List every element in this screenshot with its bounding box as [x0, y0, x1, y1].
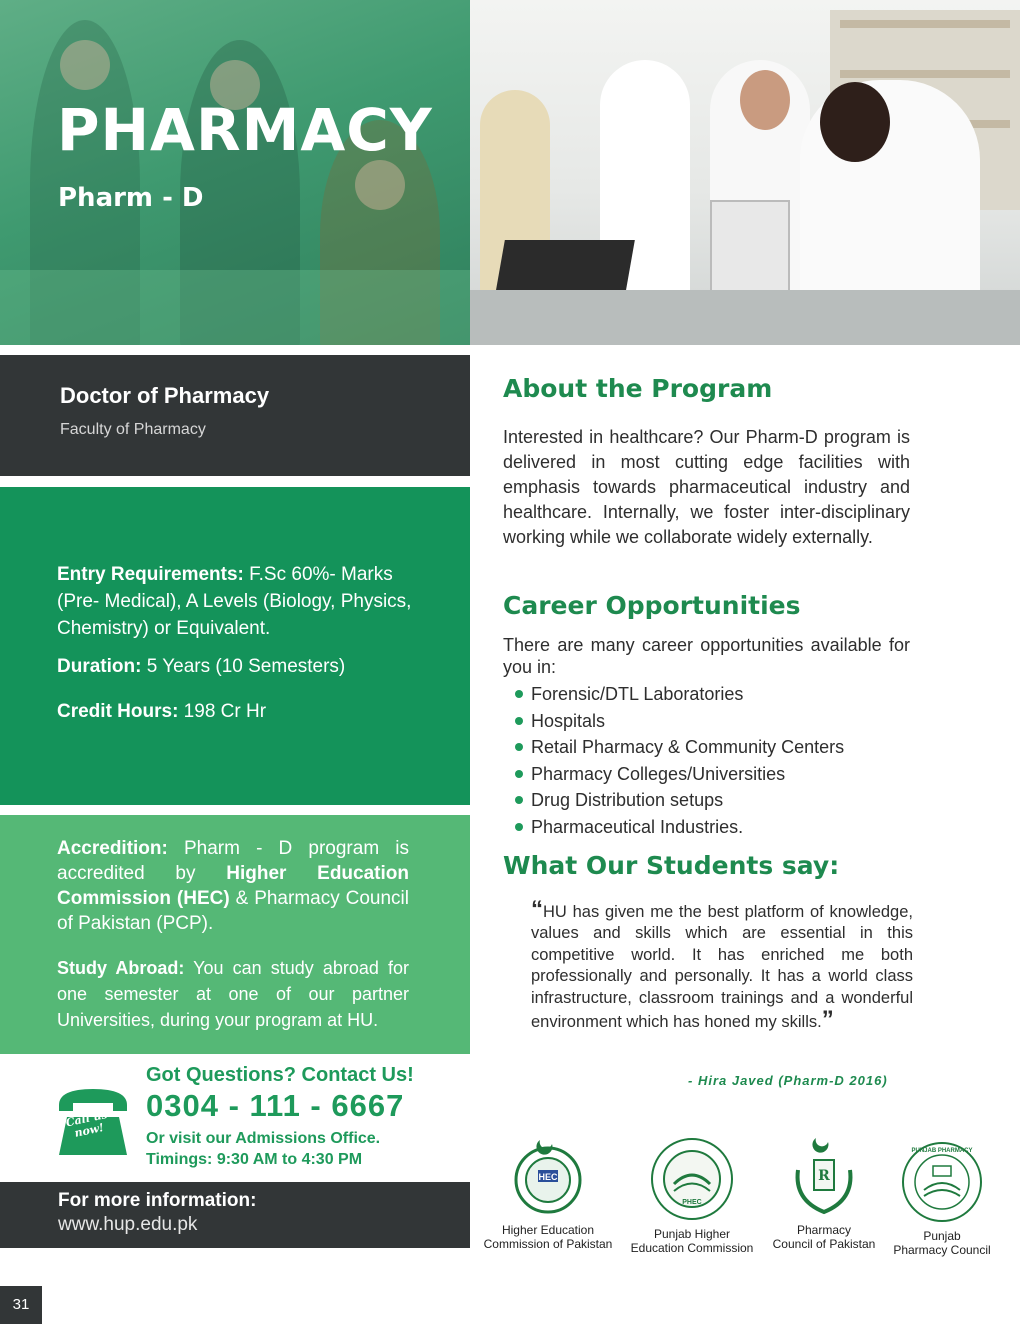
- study-abroad-label: Study Abroad:: [57, 958, 185, 978]
- phec-caption-line-2: Education Commission: [630, 1241, 754, 1255]
- credit-hours-label: Credit Hours:: [57, 701, 179, 722]
- pcp-logo: [766, 1130, 882, 1251]
- bullet-icon: [515, 717, 523, 725]
- pcp-caption-line-1: Pharmacy: [796, 1223, 852, 1237]
- contact-heading: Got Questions? Contact Us!: [146, 1064, 414, 1086]
- website-link[interactable]: www.hup.edu.pk: [58, 1214, 198, 1235]
- about-body: Interested in healthcare? Our Pharm-D program is delivered in most cutting edge facilities with emphasis towards pharmaceutical industry and healthcare. Internally, we foster inter-disciplinary working while we collaborate widely externally.: [503, 427, 910, 547]
- about-heading: About the Program: [503, 374, 773, 403]
- bullet-icon: [515, 743, 523, 751]
- list-item: [515, 814, 844, 841]
- list-item: [515, 787, 844, 814]
- program-name: Doctor of Pharmacy: [60, 383, 270, 408]
- ppc-caption-line-1: Punjab: [923, 1229, 961, 1243]
- bullet-icon: [515, 796, 523, 804]
- hero-photo-microscope: [470, 0, 1020, 345]
- open-quote-mark: “: [531, 896, 543, 923]
- phec-logo: [624, 1136, 760, 1255]
- entry-requirements-label: Entry Requirements:: [57, 564, 244, 585]
- hec-emblem-text: HEC: [538, 1172, 558, 1182]
- list-item: [515, 734, 844, 761]
- list-item: [515, 761, 844, 788]
- career-item-label: Pharmaceutical Industries.: [531, 816, 744, 837]
- credit-hours-value: 198 Cr Hr: [178, 701, 267, 722]
- office-timings: Timings: 9:30 AM to 4:30 PM: [146, 1151, 363, 1168]
- list-item: [515, 708, 844, 735]
- hec-logo: [478, 1130, 618, 1251]
- entry-requirements-value: F.Sc 60%- Marks (Pre- Medical), A Levels (Biology, Physics, Chemistry) or Equivalent.: [57, 564, 412, 639]
- career-heading: Career Opportunities: [503, 591, 801, 620]
- requirements-panel: [0, 487, 470, 805]
- hero-photo-students-lab: [0, 0, 470, 345]
- list-item: [515, 681, 844, 708]
- study-abroad-value: You can study abroad for one semester at one of our partner Universities, during your program at HU.: [57, 958, 410, 1030]
- accreditation-body: Higher Education Commission (HEC): [57, 863, 409, 909]
- career-intro: There are many career opportunities available for you in:: [503, 635, 910, 677]
- visit-office-text: Or visit our Admissions Office.: [146, 1130, 381, 1147]
- page-number: 31: [0, 1286, 42, 1324]
- accreditation-text-2: & Pharmacy Council of Pakistan (PCP).: [57, 888, 409, 934]
- phone-number[interactable]: 0304 - 111 - 6667: [146, 1088, 405, 1123]
- ppc-logo: [886, 1140, 998, 1257]
- pcp-emblem-icon: [784, 1130, 864, 1218]
- duration-label: Duration:: [57, 656, 142, 677]
- testimonial-text: HU has given me the best platform of knowledge, values and skills which are essential in this competitive world. It has enriched me both professionally and personally. It has a world class infrastructure, classroom trainings and a wonderful environment which has honed my skills.: [531, 903, 913, 1032]
- testimonial-heading: What Our Students say:: [503, 851, 840, 880]
- hec-emblem-icon: [508, 1130, 588, 1218]
- phec-emblem-icon: [649, 1136, 735, 1222]
- bullet-icon: [515, 823, 523, 831]
- entry-requirements: [57, 561, 437, 642]
- bullet-icon: [515, 690, 523, 698]
- more-info-heading: For more information:: [58, 1190, 257, 1211]
- ppc-caption-line-2: Pharmacy Council: [893, 1243, 991, 1257]
- pcp-caption-line-2: Council of Pakistan: [772, 1237, 876, 1251]
- career-item-label: Retail Pharmacy & Community Centers: [531, 737, 845, 758]
- accreditation-text-1: Pharm - D program is accredited by: [57, 838, 409, 884]
- bullet-icon: [515, 770, 523, 778]
- hec-caption-line-1: Higher Education: [501, 1223, 595, 1237]
- testimonial-author: - Hira Javed (Pharm-D 2016): [688, 1073, 888, 1088]
- testimonial-quote: [531, 896, 913, 1034]
- career-item-label: Forensic/DTL Laboratories: [531, 684, 744, 704]
- call-us-badge-text: Call us now!: [64, 1107, 109, 1140]
- page-title: PHARMACY: [57, 96, 433, 164]
- accreditation-text: [57, 836, 409, 936]
- accreditation-label: Accredition:: [57, 838, 168, 859]
- career-item-label: Pharmacy Colleges/Universities: [531, 763, 786, 784]
- pcp-emblem-text: R: [818, 1168, 830, 1184]
- program-header-panel: [0, 355, 470, 476]
- career-list: [515, 681, 844, 841]
- faculty-name: Faculty of Pharmacy: [60, 421, 206, 438]
- hec-caption-line-2: Commission of Pakistan: [483, 1237, 613, 1251]
- career-item-label: Hospitals: [531, 710, 606, 731]
- credit-hours: [57, 698, 437, 725]
- phec-emblem-text: PHEC: [682, 1199, 702, 1206]
- study-abroad-text: [57, 955, 409, 1033]
- duration-value: 5 Years (10 Semesters): [141, 656, 346, 677]
- phec-caption-line-1: Punjab Higher: [653, 1227, 731, 1241]
- ppc-emblem-text: PUNJAB PHARMACY: [911, 1148, 973, 1154]
- program-code: Pharm - D: [58, 183, 204, 213]
- duration: [57, 653, 437, 680]
- ppc-emblem-icon: [900, 1140, 984, 1224]
- career-item-label: Drug Distribution setups: [531, 790, 724, 811]
- close-quote-mark: ”: [821, 1006, 834, 1034]
